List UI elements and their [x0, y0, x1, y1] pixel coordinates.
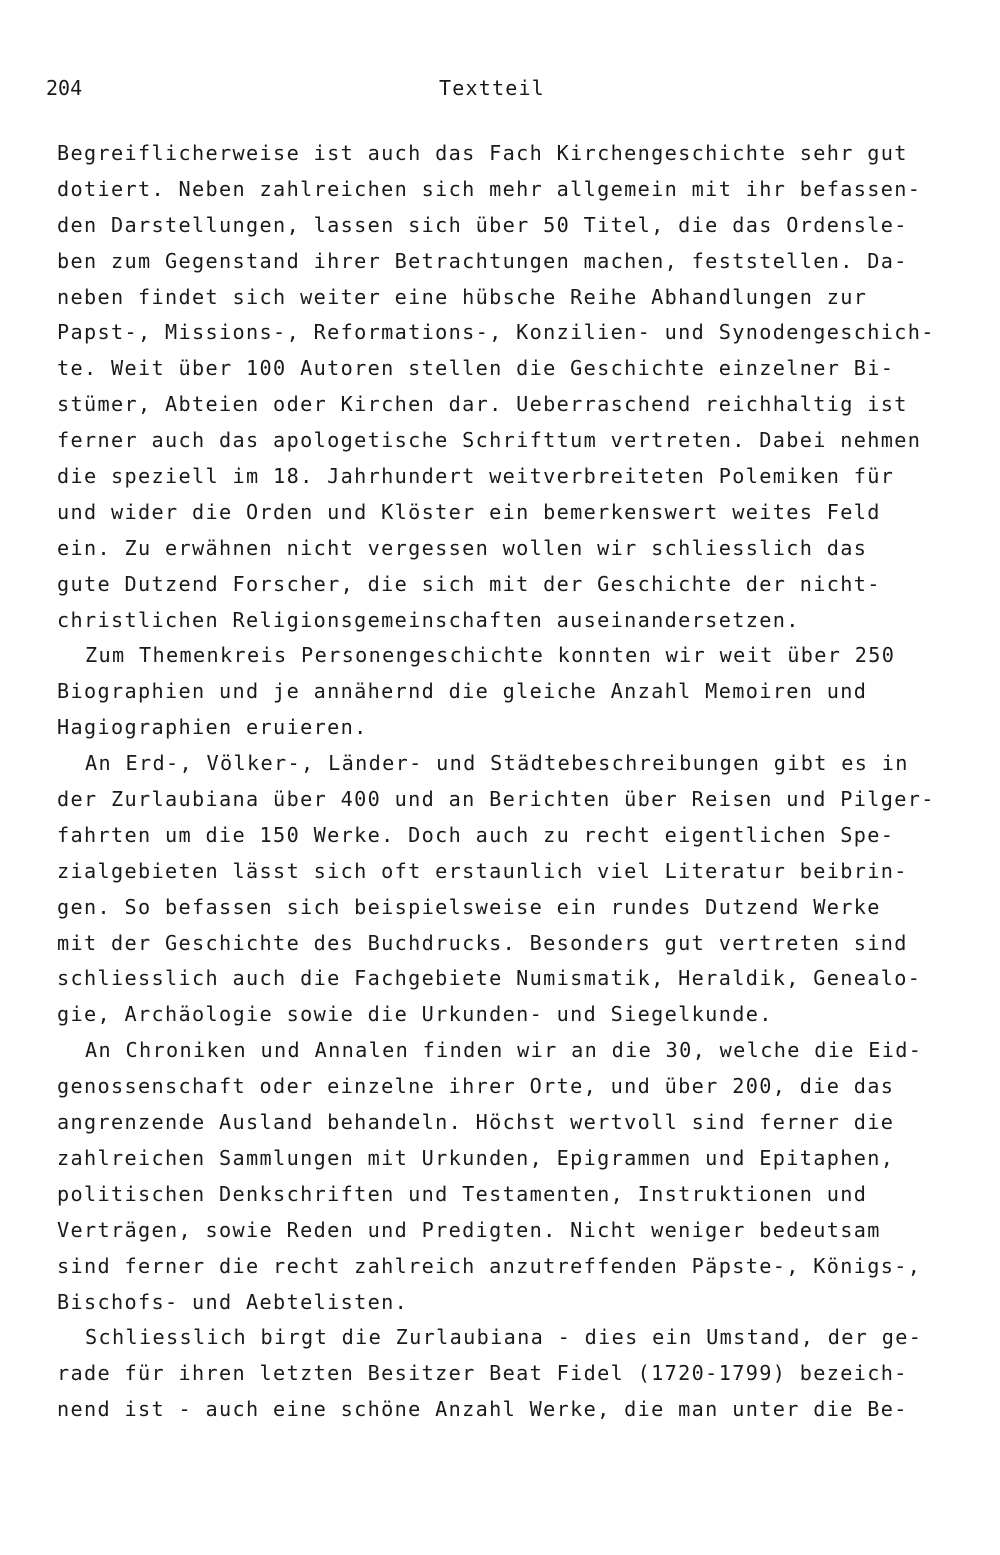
running-title: Textteil	[439, 76, 545, 100]
paragraph-first-line: An Chroniken und Annalen finden wir an die 30, welche die Eid-	[85, 1038, 923, 1063]
text-line: stümer, Abteien oder Kirchen dar. Ueberraschend reichhaltig ist	[57, 392, 908, 417]
page-header	[46, 76, 946, 106]
text-line: der Zurlaubiana über 400 und an Berichten über Reisen und Pilger-	[57, 787, 935, 812]
text-line: genossenschaft oder einzelne ihrer Orte, und über 200, die das	[57, 1074, 895, 1099]
text-line: zahlreichen Sammlungen mit Urkunden, Epigrammen und Epitaphen,	[57, 1145, 895, 1170]
text-line: Hagiographien eruieren.	[57, 715, 368, 740]
text-line: gen. So befassen sich beispielsweise ein rundes Dutzend Werke	[57, 894, 881, 919]
paragraph-first-line: Schliesslich birgt die Zurlaubiana - dies ein Umstand, der ge-	[85, 1325, 923, 1350]
page-number: 204	[46, 76, 83, 100]
body-text	[57, 138, 957, 1430]
text-line: mit der Geschichte des Buchdrucks. Besonders gut vertreten sind	[57, 930, 908, 955]
text-line: Verträgen, sowie Reden und Predigten. Nicht weniger bedeutsam	[57, 1217, 881, 1242]
text-line: politischen Denkschriften und Testamenten, Instruktionen und	[57, 1181, 868, 1206]
text-line: schliesslich auch die Fachgebiete Numismatik, Heraldik, Genealo-	[57, 966, 922, 991]
text-line: angrenzende Ausland behandeln. Höchst wertvoll sind ferner die	[57, 1110, 895, 1135]
text-line: den Darstellungen, lassen sich über 50 Titel, die das Ordensle-	[57, 212, 908, 237]
text-line: Begreiflicherweise ist auch das Fach Kirchengeschichte sehr gut	[57, 141, 908, 165]
text-line: nend ist - auch eine schöne Anzahl Werke, die man unter die Be-	[57, 1397, 908, 1422]
text-line: Bischofs- und Aebtelisten.	[57, 1289, 409, 1314]
text-line: die speziell im 18. Jahrhundert weitverbreiteten Polemiken für	[57, 464, 895, 489]
text-line: gie, Archäologie sowie die Urkunden- und Siegelkunde.	[57, 1002, 773, 1027]
text-line: neben findet sich weiter eine hübsche Reihe Abhandlungen zur	[57, 284, 868, 309]
text-line: ein. Zu erwähnen nicht vergessen wollen wir schliesslich das	[57, 535, 868, 560]
text-line: ferner auch das apologetische Schrifttum vertreten. Dabei nehmen	[57, 428, 922, 453]
text-line: sind ferner die recht zahlreich anzutreffenden Päpste-, Königs-,	[57, 1253, 922, 1278]
text-line: christlichen Religionsgemeinschaften auseinandersetzen.	[57, 607, 800, 632]
text-line: rade für ihren letzten Besitzer Beat Fidel (1720-1799) bezeich-	[57, 1361, 908, 1386]
text-line: Biographien und je annähernd die gleiche Anzahl Memoiren und	[57, 679, 868, 704]
text-line: zialgebieten lässt sich oft erstaunlich viel Literatur beibrin-	[57, 858, 908, 883]
text-line: ben zum Gegenstand ihrer Betrachtungen machen, feststellen. Da-	[57, 248, 908, 273]
text-line: te. Weit über 100 Autoren stellen die Geschichte einzelner Bi-	[57, 356, 895, 381]
text-line: Papst-, Missions-, Reformations-, Konzilien- und Synodengeschich-	[57, 320, 935, 345]
text-line: fahrten um die 150 Werke. Doch auch zu recht eigentlichen Spe-	[57, 822, 895, 847]
text-line: und wider die Orden und Klöster ein bemerkenswert weites Feld	[57, 499, 881, 524]
paragraph-first-line: An Erd-, Völker-, Länder- und Städtebeschreibungen gibt es in	[85, 751, 909, 776]
text-line: dotiert. Neben zahlreichen sich mehr allgemein mit ihr befassen-	[57, 176, 922, 201]
text-line: gute Dutzend Forscher, die sich mit der Geschichte der nicht-	[57, 571, 881, 596]
paragraph-first-line: Zum Themenkreis Personengeschichte konnten wir weit über 250	[85, 643, 896, 668]
